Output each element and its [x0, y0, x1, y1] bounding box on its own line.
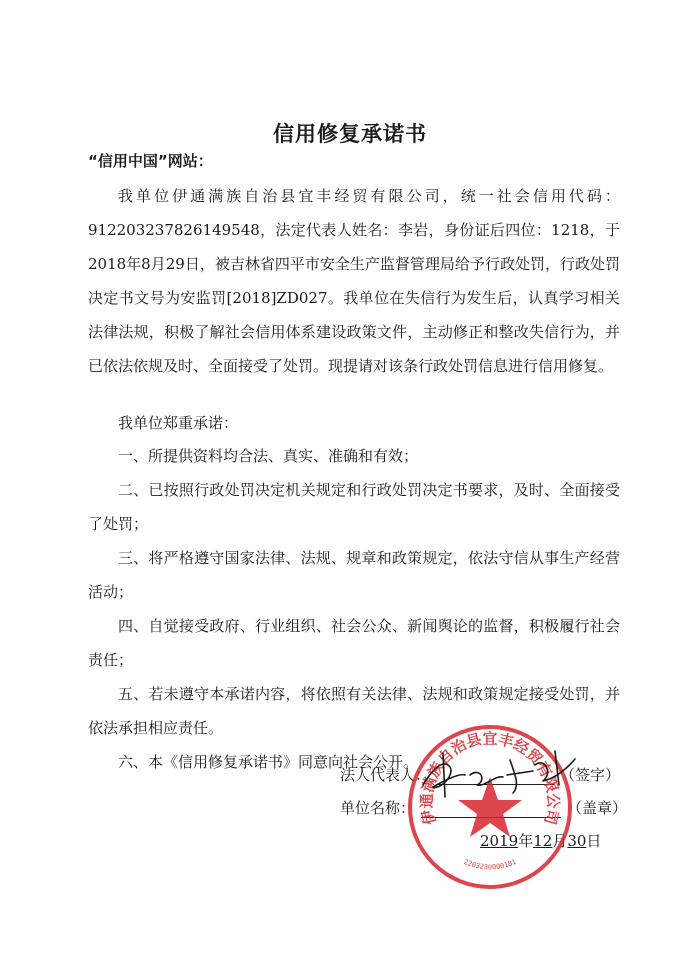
recipient-line: “信用中国”网站：: [88, 152, 213, 170]
document-title: 信用修复承诺书: [273, 122, 427, 146]
body-paragraph: 我单位伊通满族自治县宜丰经贸有限公司，统一社会信用代码：912203237826149548，法定代表人姓名：李岩，身份证后四位：1218，于2018年8月29日，被吉林省四平市安全生产监督管理局给予行政处罚，行政处罚决定书文号为安监罚[2018]ZD027。我单位在失信行为发生后，认真学习相关法律法规，积极了解社会信用体系建设政策文件，主动修正和整改失信行为，并已依法依规及时、全面接受了处罚。现提请对该条行政处罚信息进行信用修复。: [88, 187, 620, 375]
legal-rep-label: 法人代表人：: [340, 766, 431, 784]
promise-intro: 我单位郑重承诺：: [118, 414, 239, 432]
promise-item: 六、本《信用修复承诺书》同意向社会公开。: [118, 753, 419, 771]
promise-item: 四、自觉接受政府、行业组织、社会公众、新闻舆论的监督，积极履行社会责任；: [88, 617, 620, 669]
seal-number: 2203230000181: [462, 857, 518, 872]
date-line: 2019年12月30日: [480, 832, 602, 850]
unit-name-label: 单位名称：: [340, 799, 416, 817]
unit-name-note: （盖章）: [567, 799, 628, 817]
legal-rep-note: （签字）: [560, 766, 621, 784]
date-day: 30: [567, 832, 587, 850]
promise-item: 三、将严格遵守国家法律、法规、规章和政策规定，依法守信从事生产经营活动；: [88, 549, 620, 601]
date-month: 12: [533, 832, 553, 850]
date-year: 2019: [480, 832, 519, 850]
promise-item: 一、所提供资料均合法、真实、准确和有效；: [118, 447, 419, 465]
promise-item: 二、已按照行政处罚决定机关规定和行政处罚决定书要求，及时、全面接受了处罚；: [88, 481, 620, 533]
seal-text: 伊通满族自治县宜丰经贸有限公司: [417, 729, 563, 827]
promise-item: 五、若未遵守本承诺内容，将依照有关法律、法规和政策规定接受处罚，并依法承担相应责任。: [88, 685, 620, 737]
handwritten-signature: [415, 745, 590, 805]
